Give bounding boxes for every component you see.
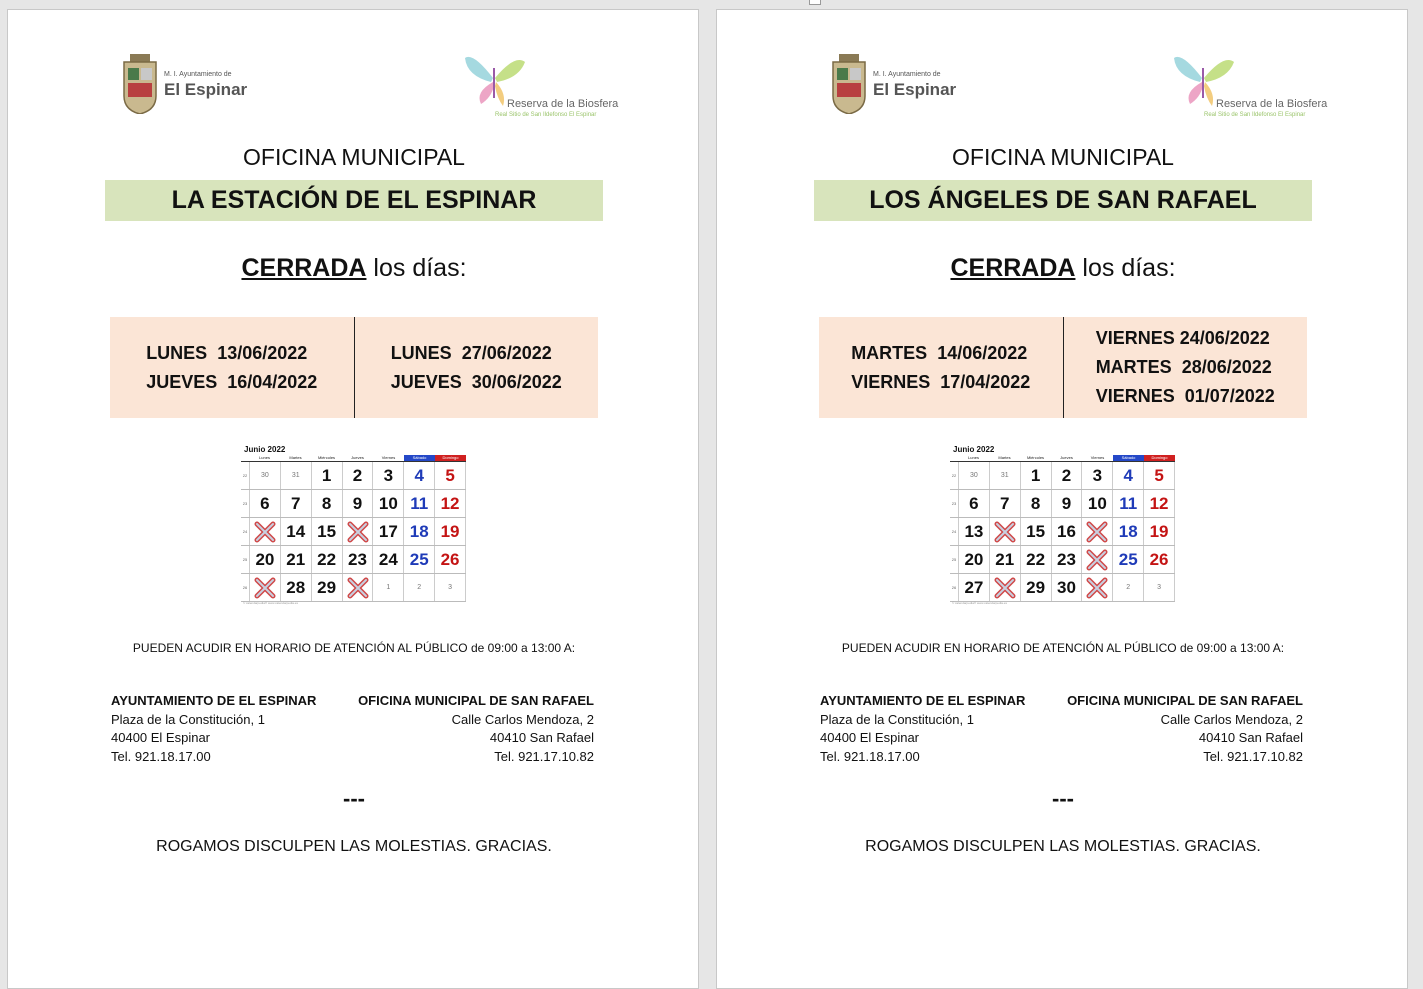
calendar-day: 31	[281, 462, 312, 489]
address-phone: Tel. 921.18.17.00	[111, 748, 211, 764]
closed-rest: los días:	[1075, 254, 1176, 282]
calendar-day: 5	[1144, 462, 1175, 489]
calendar-day: 16	[1052, 518, 1083, 545]
address-city: 40400 El Espinar	[820, 730, 920, 745]
address-street: Calle Carlos Mendoza, 2	[1160, 711, 1303, 727]
june-calendar	[241, 445, 467, 603]
calendar-week-number: 22	[950, 462, 959, 489]
calendar-week-number: 26	[241, 574, 250, 601]
calendar-day: 20	[959, 546, 990, 573]
calendar-day-closed	[343, 574, 374, 601]
address-phone: Tel. 921.17.10.82	[494, 748, 594, 764]
office-label: OFICINA MUNICIPAL	[952, 144, 1174, 170]
office-name-banner: LOS ÁNGELES DE SAN RAFAEL	[814, 180, 1312, 221]
calendar-week-number: 25	[241, 546, 250, 573]
closed-rest: los días:	[366, 254, 467, 282]
calendar-day-closed	[1082, 574, 1113, 601]
office-label: OFICINA MUNICIPAL	[243, 144, 465, 170]
apology-message: ROGAMOS DISCULPEN LAS MOLESTIAS. GRACIAS.	[865, 838, 1261, 855]
document-page-san-rafael	[716, 9, 1408, 989]
calendar-week-row	[950, 546, 1175, 574]
opening-hours-notice: PUEDEN ACUDIR EN HORARIO DE ATENCIÓN AL PÚBLICO de 09:00 a 13:00 A:	[132, 641, 576, 655]
calendar-day: 22	[312, 546, 343, 573]
ayuntamiento-logo	[831, 54, 961, 116]
calendar-day-closed	[990, 518, 1021, 545]
ayuntamiento-logo-name: El Espinar	[164, 80, 248, 99]
calendar-day: 1	[312, 462, 343, 489]
office-name-banner: LA ESTACIÓN DE EL ESPINAR	[105, 180, 603, 221]
calendar-day: 14	[281, 518, 312, 545]
calendar-day: 31	[990, 462, 1021, 489]
calendar-weekday: Miércoles	[1026, 455, 1045, 460]
closed-dates-right: VIERNES 24/06/2022 MARTES 28/06/2022 VIERNES 01/07/2022	[1063, 317, 1308, 418]
calendar-day: 11	[404, 490, 435, 517]
calendar-day: 23	[1052, 546, 1083, 573]
calendar-day-closed	[343, 518, 374, 545]
calendar-week-row	[950, 518, 1175, 546]
address-name: AYUNTAMIENTO DE EL ESPINAR	[820, 693, 1026, 708]
calendar-day: 1	[373, 574, 404, 601]
calendar-day: 30	[250, 462, 281, 489]
separator: ---	[343, 786, 365, 811]
calendar-day: 11	[1113, 490, 1144, 517]
calendar-day: 6	[959, 490, 990, 517]
calendar-day: 3	[435, 574, 466, 601]
cross-mark-icon	[1086, 577, 1108, 599]
address-phone: Tel. 921.18.17.00	[820, 748, 920, 764]
calendar-weekday: Domingo	[1144, 455, 1175, 461]
calendar-weekday: Lunes	[968, 455, 979, 460]
calendar-week-number: 22	[241, 462, 250, 489]
calendar-day: 4	[1113, 462, 1144, 489]
calendar-day: 18	[1113, 518, 1144, 545]
calendar-day: 24	[373, 546, 404, 573]
calendar-day: 25	[404, 546, 435, 573]
calendar-week-number: 23	[950, 490, 959, 517]
calendar-week-number: 24	[950, 518, 959, 545]
calendar-day-closed	[250, 518, 281, 545]
biosfera-logo-title: Reserva de la Biosfera	[1216, 98, 1328, 110]
calendar-day: 3	[1144, 574, 1175, 601]
calendar-day: 27	[959, 574, 990, 601]
calendar-weekday: Lunes	[259, 455, 270, 460]
calendar-day: 15	[312, 518, 343, 545]
calendar-weekday: Martes	[998, 455, 1011, 460]
calendar-week-row	[950, 574, 1175, 602]
address-san-rafael	[358, 692, 594, 766]
ayuntamiento-logo-small-text: M. I. Ayuntamiento de	[164, 71, 232, 78]
address-name: AYUNTAMIENTO DE EL ESPINAR	[111, 693, 317, 708]
ruler-marker	[809, 0, 821, 5]
calendar-day: 4	[404, 462, 435, 489]
calendar-day: 21	[990, 546, 1021, 573]
address-ayuntamiento	[111, 692, 316, 766]
calendar-day: 5	[435, 462, 466, 489]
calendar-day: 3	[373, 462, 404, 489]
cross-mark-icon	[254, 577, 276, 599]
calendar-day: 2	[343, 462, 374, 489]
calendar-day: 9	[1052, 490, 1083, 517]
calendar-week-number: 26	[950, 574, 959, 601]
calendar-day: 23	[343, 546, 374, 573]
ayuntamiento-logo-small-text: M. I. Ayuntamiento de	[873, 71, 941, 78]
address-name: OFICINA MUNICIPAL DE SAN RAFAEL	[1067, 693, 1303, 708]
calendar-day: 2	[404, 574, 435, 601]
closed-word: CERRADA	[241, 254, 367, 282]
calendar-day: 12	[1144, 490, 1175, 517]
closed-dates-left: MARTES 14/06/2022 VIERNES 17/04/2022	[851, 342, 1031, 392]
ayuntamiento-logo	[122, 54, 252, 116]
calendar-day: 29	[1021, 574, 1052, 601]
cross-mark-icon	[994, 577, 1016, 599]
calendar-weekday: Jueves	[351, 455, 364, 460]
june-calendar	[950, 445, 1176, 603]
calendar-grid	[950, 462, 1175, 602]
calendar-day: 8	[312, 490, 343, 517]
calendar-week-row	[241, 490, 466, 518]
calendar-day: 28	[281, 574, 312, 601]
calendar-day: 19	[1144, 518, 1175, 545]
calendar-day: 3	[1082, 462, 1113, 489]
biosfera-logo-title: Reserva de la Biosfera	[507, 98, 619, 110]
calendar-day: 20	[250, 546, 281, 573]
address-san-rafael	[1067, 692, 1303, 766]
calendar-day: 19	[435, 518, 466, 545]
calendar-week-row	[241, 546, 466, 574]
closed-dates-box	[819, 317, 1307, 418]
cross-mark-icon	[347, 577, 369, 599]
calendar-grid	[241, 462, 466, 602]
calendar-day: 1	[1021, 462, 1052, 489]
cross-mark-icon	[347, 521, 369, 543]
calendar-day-closed	[1082, 518, 1113, 545]
calendar-weekday: Domingo	[435, 455, 466, 461]
calendar-week-number: 24	[241, 518, 250, 545]
closed-word: CERRADA	[950, 254, 1076, 282]
calendar-week-row	[950, 462, 1175, 490]
document-page-estacion	[7, 9, 699, 989]
calendar-weekday: Viernes	[381, 455, 396, 460]
closed-dates-box	[110, 317, 598, 418]
closed-days-heading	[814, 254, 1312, 283]
calendar-day: 13	[959, 518, 990, 545]
calendar-day: 22	[1021, 546, 1052, 573]
calendar-weekday-header	[950, 455, 1175, 462]
calendar-weekday: Jueves	[1060, 455, 1073, 460]
apology-message: ROGAMOS DISCULPEN LAS MOLESTIAS. GRACIAS.	[156, 838, 552, 855]
cross-mark-icon	[994, 521, 1016, 543]
calendar-day: 7	[990, 490, 1021, 517]
calendar-day: 26	[1144, 546, 1175, 573]
address-phone: Tel. 921.17.10.82	[1203, 748, 1303, 764]
calendar-weekday: Miércoles	[317, 455, 336, 460]
calendar-day: 12	[435, 490, 466, 517]
address-city: 40410 San Rafael	[1198, 730, 1303, 745]
calendar-week-number: 23	[241, 490, 250, 517]
calendar-day: 10	[373, 490, 404, 517]
calendar-day: 30	[959, 462, 990, 489]
calendar-title: Junio 2022	[953, 445, 995, 454]
address-street: Plaza de la Constitución, 1	[820, 711, 974, 727]
coat-of-arms-icon	[122, 54, 158, 114]
calendar-day: 10	[1082, 490, 1113, 517]
closed-dates-left: LUNES 13/06/2022 JUEVES 16/04/2022	[146, 342, 318, 392]
reserva-biosfera-logo	[1172, 48, 1328, 118]
calendar-weekday-header	[241, 455, 466, 462]
calendar-week-header	[241, 455, 249, 461]
calendar-day: 18	[404, 518, 435, 545]
calendar-week-row	[241, 574, 466, 602]
calendar-day-closed	[250, 574, 281, 601]
calendar-day: 9	[343, 490, 374, 517]
calendar-day: 17	[373, 518, 404, 545]
calendar-day: 2	[1113, 574, 1144, 601]
address-ayuntamiento	[820, 692, 1025, 766]
biosfera-logo-subtitle: Real Sitio de San Ildefonso El Espinar	[1204, 112, 1306, 118]
calendar-day: 25	[1113, 546, 1144, 573]
address-name: OFICINA MUNICIPAL DE SAN RAFAEL	[358, 693, 594, 708]
calendar-day: 2	[1052, 462, 1083, 489]
closed-days-heading	[105, 254, 603, 283]
calendar-day: 26	[435, 546, 466, 573]
calendar-footer: © calendarpedia® www.calendarpedia.es	[952, 601, 1007, 605]
calendar-day: 15	[1021, 518, 1052, 545]
calendar-week-row	[241, 518, 466, 546]
calendar-day: 29	[312, 574, 343, 601]
reserva-biosfera-logo	[463, 48, 619, 118]
coat-of-arms-icon	[831, 54, 867, 114]
address-street: Calle Carlos Mendoza, 2	[451, 711, 594, 727]
calendar-title: Junio 2022	[244, 445, 286, 454]
calendar-weekday: Sábado	[404, 455, 435, 461]
calendar-day-closed	[1082, 546, 1113, 573]
calendar-footer: © calendarpedia® www.calendarpedia.es	[243, 601, 298, 605]
calendar-week-row	[241, 462, 466, 490]
address-street: Plaza de la Constitución, 1	[111, 711, 265, 727]
calendar-day: 30	[1052, 574, 1083, 601]
cross-mark-icon	[1086, 521, 1108, 543]
calendar-weekday: Sábado	[1113, 455, 1144, 461]
calendar-weekday: Viernes	[1090, 455, 1105, 460]
calendar-week-header	[950, 455, 958, 461]
closed-dates-right: LUNES 27/06/2022 JUEVES 30/06/2022	[354, 317, 599, 418]
address-city: 40410 San Rafael	[489, 730, 594, 745]
calendar-week-number: 25	[950, 546, 959, 573]
calendar-weekday: Martes	[289, 455, 302, 460]
cross-mark-icon	[1086, 549, 1108, 571]
calendar-day: 7	[281, 490, 312, 517]
calendar-day-closed	[990, 574, 1021, 601]
calendar-day: 21	[281, 546, 312, 573]
calendar-day: 8	[1021, 490, 1052, 517]
address-city: 40400 El Espinar	[111, 730, 211, 745]
ayuntamiento-logo-name: El Espinar	[873, 80, 957, 99]
calendar-day: 6	[250, 490, 281, 517]
opening-hours-notice: PUEDEN ACUDIR EN HORARIO DE ATENCIÓN AL PÚBLICO de 09:00 a 13:00 A:	[841, 641, 1285, 655]
separator: ---	[1052, 786, 1074, 811]
cross-mark-icon	[254, 521, 276, 543]
biosfera-logo-subtitle: Real Sitio de San Ildefonso El Espinar	[495, 112, 597, 118]
calendar-week-row	[950, 490, 1175, 518]
